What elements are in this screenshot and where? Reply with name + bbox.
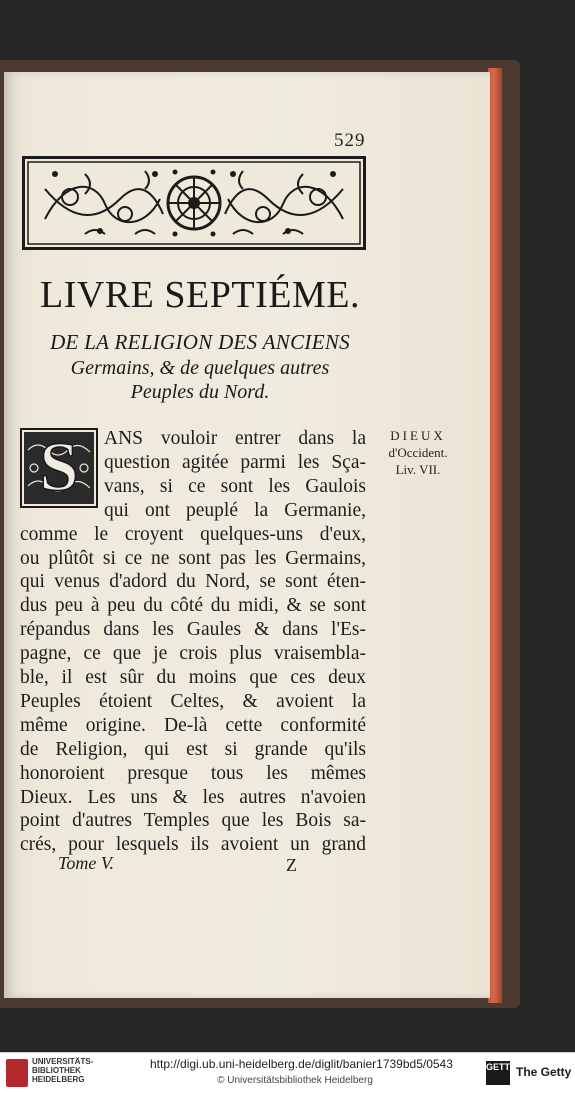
body-text-line: pagne, ce que je crois plus vraisembla- <box>20 643 366 665</box>
university-library-logo-icon[interactable] <box>6 1059 28 1087</box>
body-text-line: crés, pour lesquels ils avoient un grand <box>20 834 366 856</box>
dropcap-letter: S <box>39 429 79 506</box>
body-text-line: de Religion, qui est si grande qu'ils <box>20 738 366 760</box>
page-edge-red <box>488 68 502 1003</box>
body-text-line: question agitée parmi les Sça- <box>104 451 366 473</box>
body-text-line: ANS vouloir entrer dans la <box>104 428 366 449</box>
library-name-line-1: UNIVERSITÄTS- <box>32 1057 94 1066</box>
body-text-line: répandus dans les Gaules & dans l'Es- <box>20 619 366 641</box>
gathering-signature: Z <box>286 855 297 875</box>
body-text-line: ou plûtôt si ce ne sont pas les Germains, <box>20 547 366 569</box>
chapter-title: LIVRE SEPTIÉME. <box>40 274 360 316</box>
body-text-line: dus peu à peu du côté du midi, & se sont <box>20 595 366 617</box>
body-text-line: même origine. De-là cette conformité <box>20 714 366 736</box>
drop-cap <box>20 428 98 508</box>
margin-note-line-3: Liv. VII. <box>395 462 441 477</box>
chapter-subtitle-line-1: DE LA RELIGION DES ANCIENS <box>50 330 350 354</box>
margin-note-line-1: DIEUX <box>390 428 446 443</box>
copyright-notice: © Universitätsbibliothek Heidelberg <box>217 1075 373 1086</box>
body-text-line: comme le croyent quelques-uns d'eux, <box>20 523 366 545</box>
getty-logo-icon[interactable]: GETTY <box>486 1061 510 1085</box>
body-text-line: qui venus d'adord du Nord, se sont éten- <box>20 571 366 593</box>
margin-note-line-2: d'Occident. <box>388 445 448 460</box>
body-text-line: qui ont peuplé la Germanie, <box>104 499 366 521</box>
partner-name: The Getty <box>516 1065 572 1079</box>
headpiece-ornament <box>22 156 366 250</box>
body-text-line: Peuples étoient Celtes, & avoient la <box>20 690 366 712</box>
chapter-subtitle-line-3: Peuples du Nord. <box>130 381 270 403</box>
library-name-line-3: HEIDELBERG <box>32 1075 85 1084</box>
body-text-line: Dieux. Les uns & les autres n'avoien <box>20 786 366 808</box>
permalink-url[interactable]: http://digi.ub.uni-heidelberg.de/diglit/banier1739bd5/0543 <box>150 1057 453 1071</box>
volume-signature: Tome V. <box>58 853 115 873</box>
body-text-line: ble, il est sûr du moins que ces deux <box>20 667 366 688</box>
chapter-subtitle-line-2: Germains, & de quelques autres <box>70 357 330 379</box>
page-number: 529 <box>334 130 366 151</box>
viewer-footer-bar <box>0 1052 575 1093</box>
library-name-line-2: BIBLIOTHEK <box>32 1066 81 1075</box>
body-text-line: vans, si ce sont les Gaulois <box>104 475 366 497</box>
floral-ornament-icon <box>25 159 363 247</box>
body-text-line: point d'autres Temples que les Bois sa- <box>20 810 366 832</box>
body-text-line: honoroient presque tous les mêmes <box>20 762 366 784</box>
university-library-name <box>32 1057 93 1084</box>
